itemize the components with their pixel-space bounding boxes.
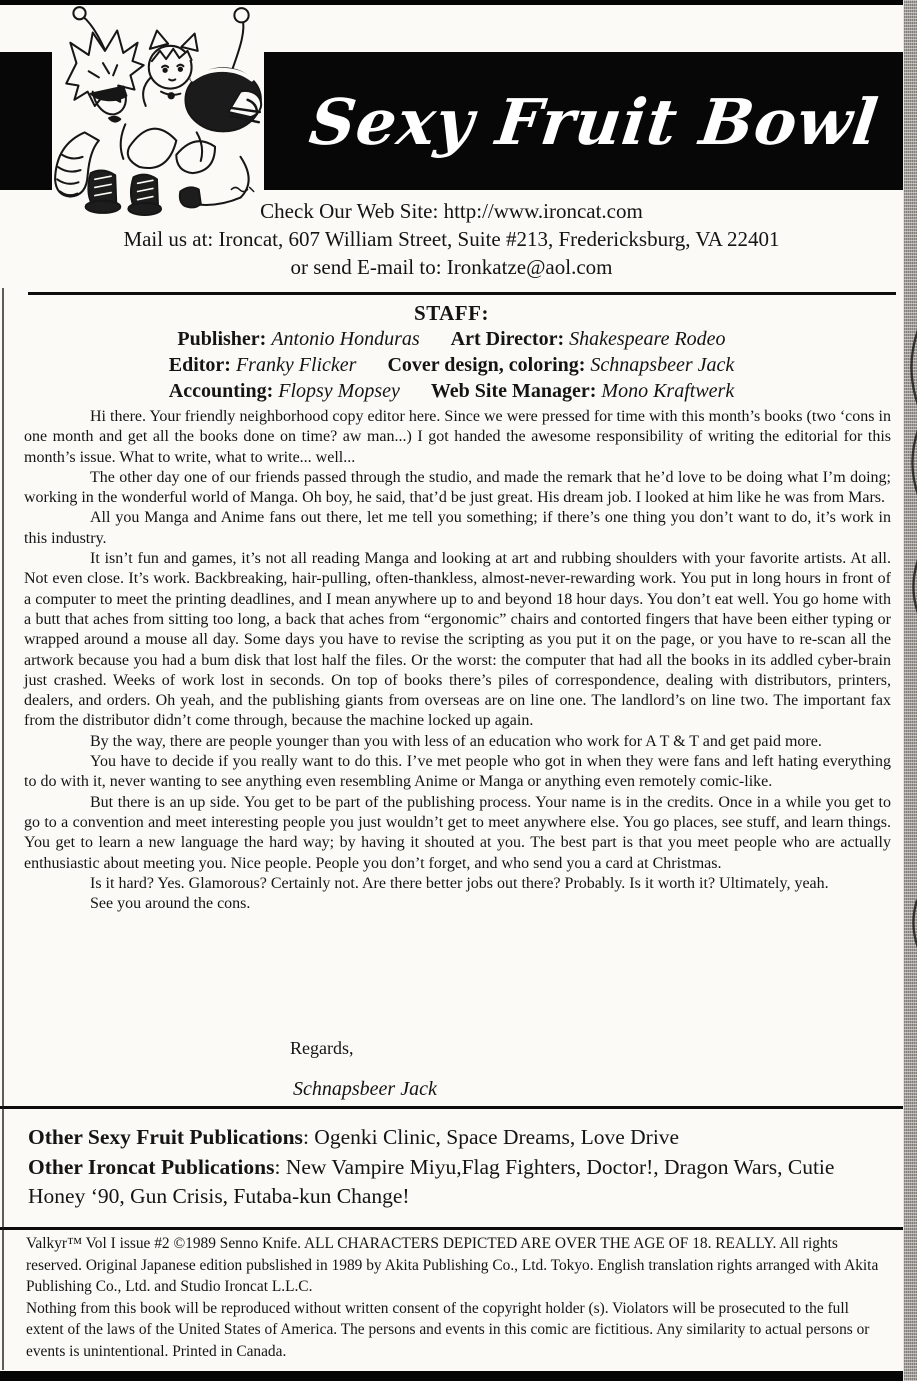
- editorial-paragraph: By the way, there are people younger than you with less of an education who work for A T & T and get paid more.: [90, 732, 822, 750]
- editorial-paragraph: Is it hard? Yes. Glamorous? Certainly not. Are there better jobs out there? Probably. Is it worth it? Ultimately, yeah.: [90, 874, 829, 892]
- page-title: Sexy Fruit Bowl: [305, 85, 883, 159]
- signature-name: Schnapsbeer Jack: [293, 1078, 437, 1100]
- legal-paragraph: Nothing from this book will be reproduced without written consent of the copyright holder (s). Violators will be prosecuted to the full extent of the laws of the United States of America. The persons and events in this comic are fictitious. Any similarity to actual persons or events is unintentional. Printed in Canada.: [26, 1299, 870, 1360]
- staff-heading: STAFF:: [414, 301, 489, 325]
- staff-label: Publisher:: [177, 328, 267, 350]
- editorial-paragraph: But there is an up side. You get to be part of the publishing process. Your name is in the credits. Once in a while you get to go to a convention and meet interesting people you just wouldn’t get to meet anywhere else. You go places, see stuff, and learn things. You get to learn a new language the hard way; by having it shouted at you. The best part is that you meet people who are actually enthusiastic about meeting you. Nice people. People you don’t forget, and who send you a card at Christmas.: [24, 793, 891, 872]
- staff-name: Shakespeare Rodeo: [569, 328, 726, 350]
- legal-paragraph: Valkyr™ Vol I issue #2 ©1989 Senno Knife. ALL CHARACTERS DEPICTED ARE OVER THE AGE OF 18. REALLY. All rights reserved. Original Japanese edition pubslished in 1989 by Akita Publishing Co., Ltd. Tokyo. English translation rights arranged with Akita Publishing Co., Ltd. and Studio Ironcat L.L.C.: [26, 1235, 879, 1296]
- page-left-border-line: [2, 288, 4, 1370]
- editorial-body: [24, 407, 891, 914]
- publication-label: Other Sexy Fruit Publications: [28, 1125, 303, 1149]
- staff-label: Web Site Manager:: [430, 380, 597, 402]
- editorial-paragraph: You have to decide if you really want to do this. I’ve met people who got in when they were fans and left hating everything to do with it, never wanting to see anything even resembling Anime or Manga or anything even remotely comic-like.: [24, 753, 891, 791]
- staff-label: Cover design, coloring:: [387, 354, 586, 376]
- editorial-paragraph: The other day one of our friends passed through the studio, and made the remark that he’d love to be doing what I’m doing; working in the wonderful world of Manga. Oh boy, he said, that’d be just great. His dream job. I looked at him like he was from Mars.: [24, 468, 891, 507]
- publication-label: Other Ironcat Publications: [28, 1154, 275, 1179]
- bottom-border-bar: [0, 1371, 917, 1381]
- staff-name: Antonio Honduras: [271, 328, 420, 350]
- staff-name: Flopsy Mopsey: [278, 380, 400, 402]
- staff-label: Editor:: [168, 354, 231, 376]
- publication-line: [28, 1153, 879, 1212]
- publication-titles: : New Vampire Miyu,Flag Fighters, Doctor!, Dragon Wars, Cutie Honey ‘90, Gun Crisis, Futaba-kun Change!: [28, 1154, 835, 1208]
- editorial-paragraph: Hi there. Your friendly neighborhood copy editor here. Since we were pressed for time with this month’s books (two ‘cons in one month and get all the books done on time? aw man...) I got handed the awesome responsibility of writing the editorial for this month’s issue. What to write, what to write... well...: [24, 408, 891, 466]
- publication-titles: : Ogenki Clinic, Space Dreams, Love Drive: [302, 1125, 680, 1149]
- legal-indicia: [26, 1233, 890, 1363]
- email-line: or send E-mail to: Ironkatze@aol.com: [290, 255, 613, 279]
- section-divider: [28, 292, 896, 295]
- publications-box: [0, 1106, 903, 1230]
- editorial-paragraph: See you around the cons.: [90, 895, 251, 913]
- staff-name: Mono Kraftwerk: [601, 380, 735, 402]
- website-line: Check Our Web Site: http://www.ironcat.com: [260, 199, 643, 223]
- signature-closing: Regards,: [290, 1038, 354, 1058]
- staff-name: Franky Flicker: [235, 354, 357, 376]
- staff-row: [0, 378, 903, 404]
- scanned-page-edge-strip: [903, 0, 917, 1381]
- staff-row: [0, 326, 903, 352]
- publication-line: [28, 1123, 879, 1153]
- mail-line: Mail us at: Ironcat, 607 William Street, Suite #213, Fredericksburg, VA 22401: [123, 227, 780, 251]
- editorial-paragraph: It isn’t fun and games, it’s not all reading Manga and looking at art and rubbing shoulders with your favorite artists. At all. Not even close. It’s work. Backbreaking, hair-pulling, often-thankless, almost-never-rewarding work. You put in long hours in front of a computer to meet the printing deadlines, and I mean anywhere up to and beyond 18 hour days. You don’t eat well. You go home with a butt that aches from sitting too long, a back that aches from “ergonomic” chairs and contorted fingers that have been either typing or wrapped around a mouse all day. Some days you have to revise the scripting as you put it on the page, or you have to re-scan all the artwork because you had a bum disk that lost half the files. Or the worst: the computer that had all the books in its addled cyber-brain just crashed. Weeks of work lost in seconds. On top of books there’s piles of correspondence, dealing with distributors, printers, dealers, and orders. Oh yeah, and the publishing giants from overseas are on line one. The landlord’s on line two. The important fax from the distributor didn’t come through, because the machine locked up again.: [24, 550, 891, 730]
- staff-name: Schnapsbeer Jack: [590, 354, 735, 376]
- staff-row: [0, 352, 903, 378]
- editorial-paragraph: All you Manga and Anime fans out there, let me tell you something; if there’s one thing you don’t want to do, it’s work in this industry.: [24, 509, 891, 547]
- staff-label: Art Director:: [450, 328, 565, 350]
- staff-label: Accounting:: [168, 380, 274, 402]
- staff-block: [0, 301, 903, 404]
- catgirls-illustration: [30, 2, 290, 218]
